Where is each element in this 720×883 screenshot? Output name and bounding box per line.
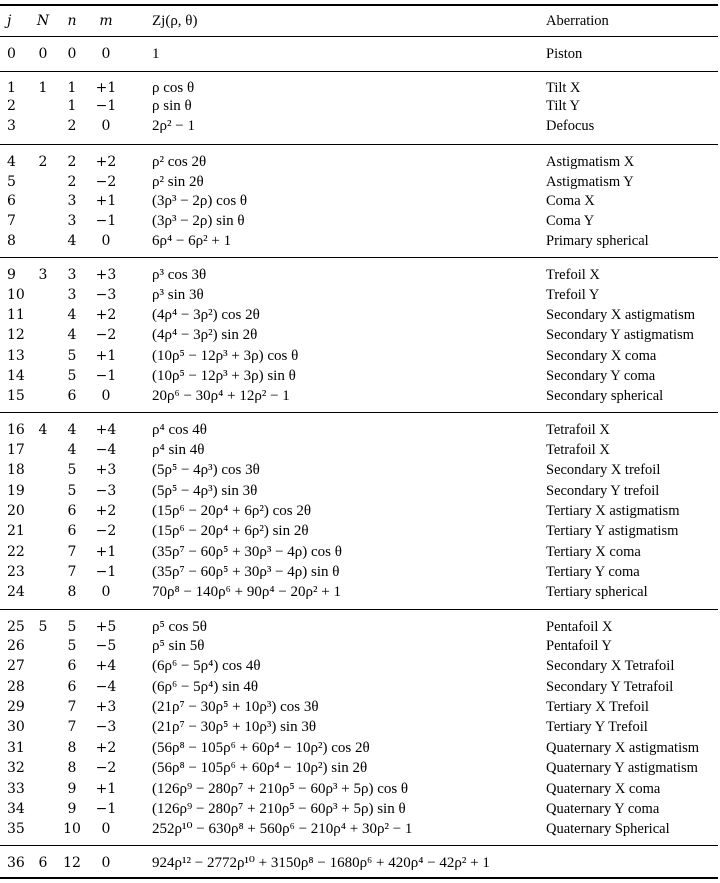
header-j: j <box>7 13 12 29</box>
table-row: 20 6 +2 (15ρ⁶ − 20ρ⁴ + 6ρ²) cos 2θ Tertiary X astigmatism <box>7 503 680 519</box>
table-row: 16 4 4 +4 ρ⁴ cos 4θ Tetrafoil X <box>7 422 610 438</box>
table-row: 25 5 5 +5 ρ⁵ cos 5θ Pentafoil X <box>7 619 613 635</box>
cell-j: 24 <box>7 584 25 600</box>
cell-formula: (4ρ⁴ − 3ρ²) sin 2θ <box>152 327 258 343</box>
cell-aberration: Defocus <box>546 118 595 134</box>
header-row: j N n m Zj(ρ, θ) Aberration <box>7 13 609 29</box>
header-aberration: Aberration <box>546 13 609 29</box>
cell-formula: (56ρ⁸ − 105ρ⁶ + 60ρ⁴ − 10ρ²) sin 2θ <box>152 760 368 776</box>
table-row: 31 8 +2 (56ρ⁸ − 105ρ⁶ + 60ρ⁴ − 10ρ²) cos 2θ Quaternary X astigmatism <box>7 740 700 756</box>
cell-formula: ρ³ sin 3θ <box>152 287 204 303</box>
cell-j: 23 <box>7 564 25 580</box>
bottom-rule <box>0 877 718 879</box>
cell-aberration: Tertiary X coma <box>546 544 641 560</box>
cell-formula: 2ρ² − 1 <box>152 118 195 134</box>
cell-j: 20 <box>7 503 25 519</box>
table-row: 32 8 −2 (56ρ⁸ − 105ρ⁶ + 60ρ⁴ − 10ρ²) sin 2θ Quaternary Y astigmatism <box>7 760 698 776</box>
table-row: 36 6 12 0 924ρ¹² − 2772ρ¹⁰ + 3150ρ⁸ − 1680ρ⁶ + 420ρ⁴ − 42ρ² + 1 <box>7 855 490 871</box>
cell-formula: (56ρ⁸ − 105ρ⁶ + 60ρ⁴ − 10ρ²) cos 2θ <box>152 740 370 756</box>
cell-j: 6 <box>7 193 16 209</box>
cell-j: 18 <box>7 462 25 478</box>
cell-j: 2 <box>7 98 16 114</box>
cell-formula: 252ρ¹⁰ − 630ρ⁸ + 560ρ⁶ − 210ρ⁴ + 30ρ² − 1 <box>152 821 413 837</box>
table-row: 11 4 +2 (4ρ⁴ − 3ρ²) cos 2θ Secondary X astigmatism <box>7 307 696 323</box>
cell-j: 10 <box>7 287 25 303</box>
cell-j: 30 <box>7 719 25 735</box>
cell-formula: 6ρ⁴ − 6ρ² + 1 <box>152 233 232 249</box>
cell-aberration: Secondary X Tetrafoil <box>546 658 675 674</box>
cell-j: 36 <box>7 855 25 871</box>
cell-aberration: Secondary spherical <box>546 388 664 404</box>
cell-j: 15 <box>7 388 25 404</box>
cell-j: 29 <box>7 699 25 715</box>
cell-j: 22 <box>7 544 25 560</box>
cell-j: 4 <box>7 154 16 170</box>
cell-aberration: Tertiary Y coma <box>546 564 640 580</box>
cell-j: 25 <box>7 619 25 635</box>
table-row: 34 9 −1 (126ρ⁹ − 280ρ⁷ + 210ρ⁵ − 60ρ³ + 5ρ) sin θ Quaternary Y coma <box>7 801 660 817</box>
table-row: 22 7 +1 (35ρ⁷ − 60ρ⁵ + 30ρ³ − 4ρ) cos θ Tertiary X coma <box>7 544 641 560</box>
header-rule <box>0 36 718 37</box>
table-row: 35 10 0 252ρ¹⁰ − 630ρ⁸ + 560ρ⁶ − 210ρ⁴ + 30ρ² − 1 Quaternary Spherical <box>7 821 670 837</box>
cell-formula: (35ρ⁷ − 60ρ⁵ + 30ρ³ − 4ρ) cos θ <box>152 544 342 560</box>
table-row: 12 4 −2 (4ρ⁴ − 3ρ²) sin 2θ Secondary Y astigmatism <box>7 327 694 343</box>
cell-formula: ρ sin θ <box>152 98 192 114</box>
cell-j: 26 <box>7 638 25 654</box>
cell-aberration: Coma X <box>546 193 595 209</box>
table-row: 24 8 0 70ρ⁸ − 140ρ⁶ + 90ρ⁴ − 20ρ² + 1 Tertiary spherical <box>7 584 648 600</box>
cell-formula: (10ρ⁵ − 12ρ³ + 3ρ) cos θ <box>152 348 299 364</box>
cell-j: 31 <box>7 740 25 756</box>
cell-aberration: Secondary Y trefoil <box>546 483 660 499</box>
cell-j: 33 <box>7 781 25 797</box>
table-row: 5 2 −2 ρ² sin 2θ Astigmatism Y <box>7 174 634 190</box>
table-row: 8 4 0 6ρ⁴ − 6ρ² + 1 Primary spherical <box>7 233 649 249</box>
cell-j: 3 <box>7 118 16 134</box>
cell-j: 11 <box>7 307 25 323</box>
group-rule <box>0 412 718 413</box>
cell-j: 13 <box>7 348 25 364</box>
cell-j: 8 <box>7 233 16 249</box>
table-row: 26 5 −5 ρ⁵ sin 5θ Pentafoil Y <box>7 638 612 654</box>
cell-formula: (4ρ⁴ − 3ρ²) cos 2θ <box>152 307 260 323</box>
cell-j: 9 <box>7 267 16 283</box>
cell-j: 21 <box>7 523 25 539</box>
cell-j: 17 <box>7 442 25 458</box>
table-row: 18 5 +3 (5ρ⁵ − 4ρ³) cos 3θ Secondary X trefoil <box>7 462 661 478</box>
group-rule <box>0 144 718 145</box>
cell-formula: ρ cos θ <box>152 80 195 96</box>
table-row: 1 1 1 +1 ρ cos θ Tilt X <box>7 80 581 96</box>
cell-aberration: Tertiary spherical <box>546 584 648 600</box>
cell-aberration: Trefoil X <box>546 267 600 283</box>
cell-formula: (21ρ⁷ − 30ρ⁵ + 10ρ³) sin 3θ <box>152 719 317 735</box>
cell-aberration: Tetrafoil X <box>546 422 610 438</box>
cell-j: 19 <box>7 483 25 499</box>
cell-aberration: Pentafoil X <box>546 619 613 635</box>
cell-aberration: Astigmatism Y <box>546 174 634 190</box>
cell-j: 12 <box>7 327 25 343</box>
table-row: 2 1 −1 ρ sin θ Tilt Y <box>7 98 580 114</box>
table-row: 29 7 +3 (21ρ⁷ − 30ρ⁵ + 10ρ³) cos 3θ Tertiary X Trefoil <box>7 699 649 715</box>
cell-formula: ρ⁵ cos 5θ <box>152 619 207 635</box>
cell-formula: ρ⁴ sin 4θ <box>152 442 205 458</box>
cell-formula: (3ρ³ − 2ρ) cos θ <box>152 193 248 209</box>
table-row: 13 5 +1 (10ρ⁵ − 12ρ³ + 3ρ) cos θ Secondary X coma <box>7 348 657 364</box>
cell-j: 28 <box>7 679 25 695</box>
cell-aberration: Secondary Y coma <box>546 368 656 384</box>
cell-aberration: Quaternary X coma <box>546 781 661 797</box>
table-row: 33 9 +1 (126ρ⁹ − 280ρ⁷ + 210ρ⁵ − 60ρ³ + 5ρ) cos θ Quaternary X coma <box>7 781 661 797</box>
cell-aberration: Quaternary Y coma <box>546 801 660 817</box>
cell-aberration: Tertiary X Trefoil <box>546 699 649 715</box>
cell-aberration: Tertiary Y astigmatism <box>546 523 679 539</box>
cell-aberration: Astigmatism X <box>546 154 635 170</box>
cell-formula: (6ρ⁶ − 5ρ⁴) sin 4θ <box>152 679 259 695</box>
cell-aberration: Secondary Y astigmatism <box>546 327 694 343</box>
table-row: 15 6 0 20ρ⁶ − 30ρ⁴ + 12ρ² − 1 Secondary spherical <box>7 388 664 404</box>
top-rule <box>0 4 718 6</box>
group-rule <box>0 257 718 258</box>
table-row: 23 7 −1 (35ρ⁷ − 60ρ⁵ + 30ρ³ − 4ρ) sin θ Tertiary Y coma <box>7 564 640 580</box>
cell-j: 35 <box>7 821 25 837</box>
table-row: 0 0 0 0 1 Piston <box>7 46 583 62</box>
cell-aberration: Secondary X astigmatism <box>546 307 696 323</box>
cell-formula: (15ρ⁶ − 20ρ⁴ + 6ρ²) sin 2θ <box>152 523 309 539</box>
table-row: 28 6 −4 (6ρ⁶ − 5ρ⁴) sin 4θ Secondary Y Tetrafoil <box>7 679 674 695</box>
cell-j: 0 <box>7 46 16 62</box>
cell-formula: ρ⁴ cos 4θ <box>152 422 207 438</box>
group-rule <box>0 71 718 72</box>
cell-aberration: Piston <box>546 46 583 62</box>
cell-formula: ρ² cos 2θ <box>152 154 207 170</box>
cell-formula: (6ρ⁶ − 5ρ⁴) cos 4θ <box>152 658 261 674</box>
cell-aberration: Primary spherical <box>546 233 649 249</box>
cell-formula: (126ρ⁹ − 280ρ⁷ + 210ρ⁵ − 60ρ³ + 5ρ) cos θ <box>152 781 409 797</box>
cell-formula: (21ρ⁷ − 30ρ⁵ + 10ρ³) cos 3θ <box>152 699 319 715</box>
cell-formula: (126ρ⁹ − 280ρ⁷ + 210ρ⁵ − 60ρ³ + 5ρ) sin θ <box>152 801 406 817</box>
table-row: 7 3 −1 (3ρ³ − 2ρ) sin θ Coma Y <box>7 213 595 229</box>
table-row: 17 4 −4 ρ⁴ sin 4θ Tetrafoil X <box>7 442 610 458</box>
cell-j: 14 <box>7 368 25 384</box>
header-formula: Zj(ρ, θ) <box>152 13 198 29</box>
cell-formula: 924ρ¹² − 2772ρ¹⁰ + 3150ρ⁸ − 1680ρ⁶ + 420ρ⁴ − 42ρ² + 1 <box>152 855 490 871</box>
cell-j: 27 <box>7 658 25 674</box>
cell-aberration: Quaternary X astigmatism <box>546 740 700 756</box>
cell-formula: 20ρ⁶ − 30ρ⁴ + 12ρ² − 1 <box>152 388 290 404</box>
cell-aberration: Secondary Y Tetrafoil <box>546 679 674 695</box>
cell-aberration: Tilt Y <box>546 98 580 114</box>
table-row: 9 3 3 +3 ρ³ cos 3θ Trefoil X <box>7 267 600 283</box>
cell-formula: (15ρ⁶ − 20ρ⁴ + 6ρ²) cos 2θ <box>152 503 312 519</box>
cell-aberration: Tertiary Y Trefoil <box>546 719 648 735</box>
cell-j: 16 <box>7 422 25 438</box>
cell-formula: (35ρ⁷ − 60ρ⁵ + 30ρ³ − 4ρ) sin θ <box>152 564 340 580</box>
group-rule <box>0 609 718 610</box>
cell-formula: (5ρ⁵ − 4ρ³) cos 3θ <box>152 462 260 478</box>
cell-formula: 70ρ⁸ − 140ρ⁶ + 90ρ⁴ − 20ρ² + 1 <box>152 584 341 600</box>
group-rule <box>0 845 718 846</box>
cell-aberration: Tetrafoil X <box>546 442 610 458</box>
table-row: 6 3 +1 (3ρ³ − 2ρ) cos θ Coma X <box>7 193 595 209</box>
table-row: 19 5 −3 (5ρ⁵ − 4ρ³) sin 3θ Secondary Y trefoil <box>7 483 660 499</box>
cell-formula: ρ² sin 2θ <box>152 174 204 190</box>
cell-aberration: Tertiary X astigmatism <box>546 503 680 519</box>
cell-j: 7 <box>7 213 16 229</box>
cell-formula: 1 <box>152 46 160 62</box>
cell-formula: (5ρ⁵ − 4ρ³) sin 3θ <box>152 483 258 499</box>
table-row: 3 2 0 2ρ² − 1 Defocus <box>7 118 595 134</box>
cell-aberration: Coma Y <box>546 213 595 229</box>
cell-formula: (3ρ³ − 2ρ) sin θ <box>152 213 245 229</box>
table-row: 10 3 −3 ρ³ sin 3θ Trefoil Y <box>7 287 600 303</box>
cell-aberration: Quaternary Y astigmatism <box>546 760 698 776</box>
cell-aberration: Pentafoil Y <box>546 638 612 654</box>
cell-formula: (10ρ⁵ − 12ρ³ + 3ρ) sin θ <box>152 368 296 384</box>
table-row: 27 6 +4 (6ρ⁶ − 5ρ⁴) cos 4θ Secondary X Tetrafoil <box>7 658 675 674</box>
table-row: 4 2 2 +2 ρ² cos 2θ Astigmatism X <box>7 154 635 170</box>
cell-j: 1 <box>7 80 16 96</box>
cell-aberration: Tilt X <box>546 80 581 96</box>
table-row: 21 6 −2 (15ρ⁶ − 20ρ⁴ + 6ρ²) sin 2θ Tertiary Y astigmatism <box>7 523 679 539</box>
cell-formula: ρ⁵ sin 5θ <box>152 638 205 654</box>
cell-aberration: Quaternary Spherical <box>546 821 670 837</box>
cell-j: 32 <box>7 760 25 776</box>
cell-aberration: Secondary X coma <box>546 348 657 364</box>
cell-j: 5 <box>7 174 16 190</box>
cell-j: 34 <box>7 801 25 817</box>
table-row: 30 7 −3 (21ρ⁷ − 30ρ⁵ + 10ρ³) sin 3θ Tertiary Y Trefoil <box>7 719 648 735</box>
cell-aberration: Secondary X trefoil <box>546 462 661 478</box>
table-row: 14 5 −1 (10ρ⁵ − 12ρ³ + 3ρ) sin θ Secondary Y coma <box>7 368 656 384</box>
cell-aberration: Trefoil Y <box>546 287 600 303</box>
cell-formula: ρ³ cos 3θ <box>152 267 207 283</box>
